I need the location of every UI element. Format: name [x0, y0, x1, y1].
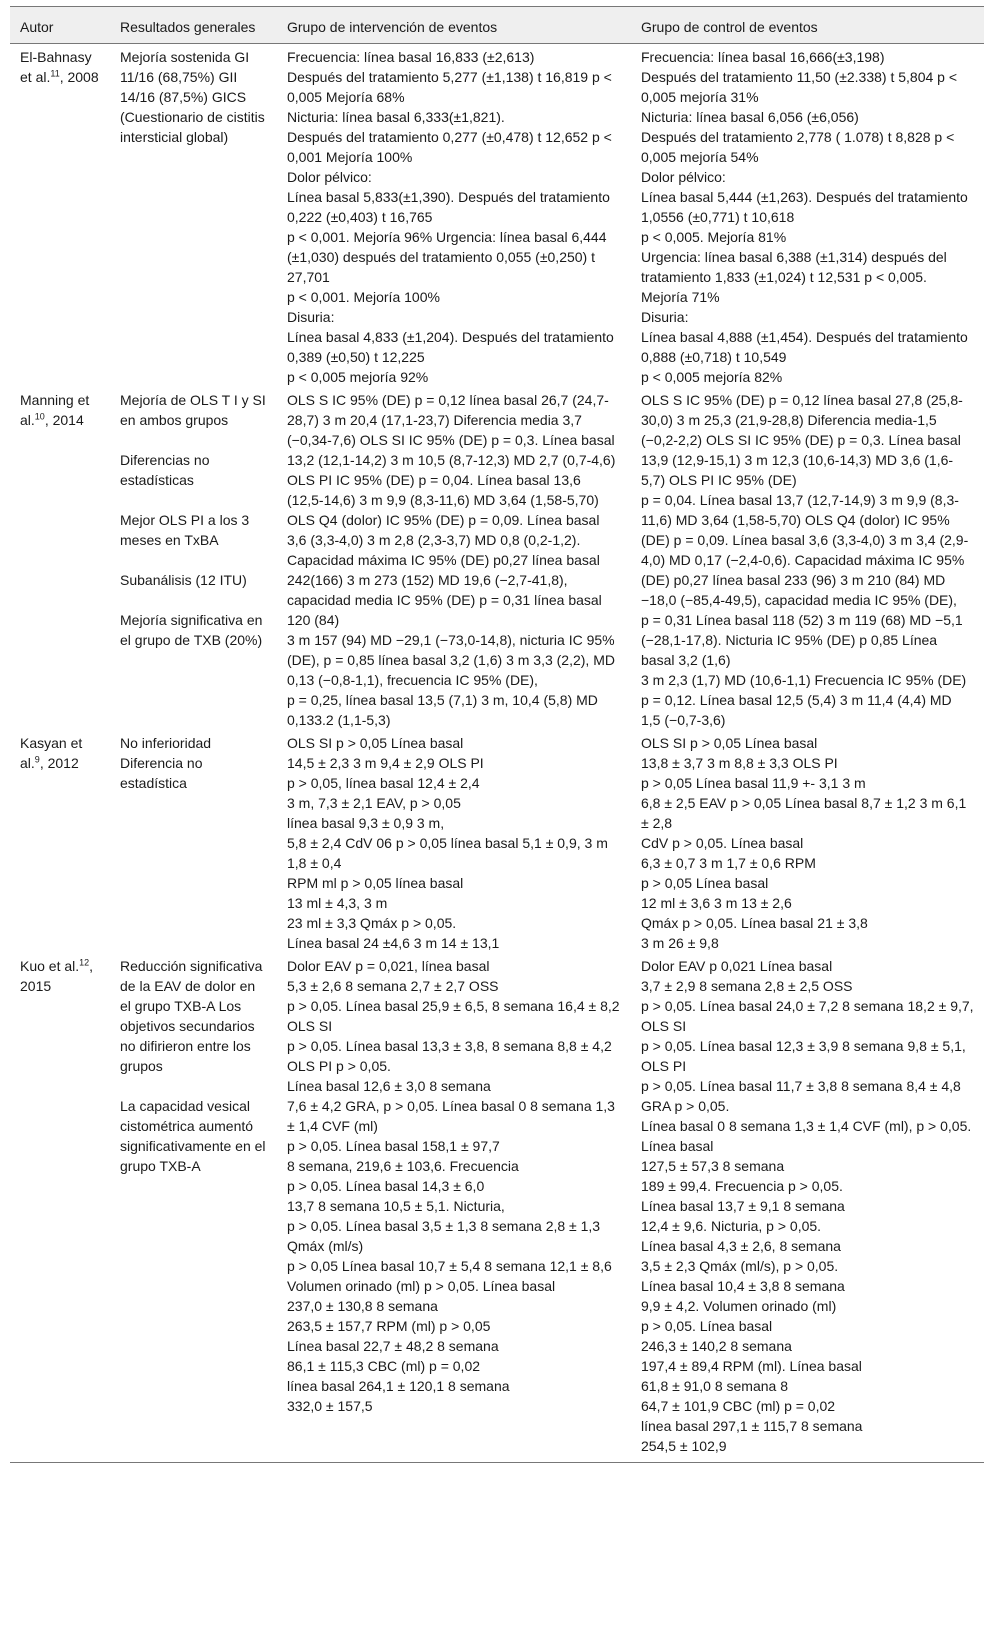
results-paragraph: Reducción significativa de la EAV de dolor en el grupo TXB-A Los objetivos secundarios no difirieron entre los grupos	[120, 958, 263, 1074]
table-row	[10, 44, 984, 388]
author-cell	[10, 953, 110, 1463]
results-paragraph: Mejoría de OLS T I y SI en ambos grupos	[120, 392, 266, 428]
control-text: Dolor EAV p 0,021 Línea basal 3,7 ± 2,9 8 semana 2,8 ± 2,5 OSS p > 0,05. Línea basal 24,0 ± 7,2 8 semana 18,2 ± 9,7, OLS SI p > 0,05. Línea basal 12,3 ± 3,9 8 semana 9,8 ± 5,1, OLS PI p > 0,05. Línea basal 11,7 ± 3,8 8 semana 8,4 ± 4,8 GRA p > 0,05. Línea basal 0 8 semana 1,3 ± 1,4 CVF (ml), p > 0,05. Línea basal 127,5 ± 57,3 8 semana 189 ± 99,4. Frecuencia p > 0,05. Línea basal 13,7 ± 9,1 8 semana 12,4 ± 9,6. Nicturia, p > 0,05. Línea basal 4,3 ± 2,6, 8 semana 3,5 ± 2,3 Qmáx (ml/s), p > 0,05. Línea basal 10,4 ± 3,8 8 semana 9,9 ± 4,2. Volumen orinado (ml) p > 0,05. Línea basal 246,3 ± 140,2 8 semana 197,4 ± 89,4 RPM (ml). Línea basal 61,8 ± 91,0 8 semana 8 64,7 ± 101,9 CBC (ml) p = 0,02 línea basal 297,1 ± 115,7 8 semana 254,5 ± 102,9	[641, 958, 974, 1454]
results-paragraph: Mejor OLS PI a los 3 meses en TxBA	[120, 512, 250, 548]
control-text: Frecuencia: línea basal 16,666(±3,198) Después del tratamiento 11,50 (±2.338) t 5,804 p < 0,005 mejoría 31% Nicturia: línea basal 6,056 (±6,056) Después del tratamiento 2,778 ( 1.078) t 8,828 p < 0,005 mejoría 54% Dolor pélvico: Línea basal 5,444 (±1,263). Después del tratamiento 1,0556 (±0,771) t 10,618 p < 0,005. Mejoría 81% Urgencia: línea basal 6,388 (±1,314) después del tratamiento 1,833 (±1,024) t 12,531 p < 0,005. Mejoría 71% Disuria: Línea basal 4,888 (±1,454). Después del tratamiento 0,888 (±0,718) t 10,549 p < 0,005 mejoría 82%	[641, 49, 968, 385]
author-ref: 9	[34, 754, 40, 765]
results-table-wrapper	[10, 6, 984, 1463]
results-paragraph: La capacidad vesical cistométrica aumentó significativamente en el grupo TXB-A	[120, 1098, 266, 1174]
author-name: El-Bahnasy et al.	[20, 49, 92, 85]
author-year: , 2012	[39, 755, 79, 771]
author-name: Manning et al.	[20, 392, 90, 428]
intervention-text: OLS SI p > 0,05 Línea basal 14,5 ± 2,3 3 m 9,4 ± 2,9 OLS PI p > 0,05, línea basal 12,4 ± 2,4 3 m, 7,3 ± 2,1 EAV, p > 0,05 línea basal 9,3 ± 0,9 3 m, 5,8 ± 2,4 CdV 06 p > 0,05 línea basal 5,1 ± 0,9, 3 m 1,8 ± 0,4 RPM ml p > 0,05 línea basal 13 ml ± 4,3, 3 m 23 ml ± 3,3 Qmáx p > 0,05. Línea basal 24 ±4,6 3 m 14 ± 13,1	[287, 735, 608, 951]
author-cell	[10, 730, 110, 953]
intervention-cell	[277, 953, 631, 1463]
author-name: Kuo et al.	[20, 958, 80, 974]
results-cell	[110, 387, 277, 730]
author-name: Kasyan et al.	[20, 735, 83, 771]
intervention-text: Dolor EAV p = 0,021, línea basal 5,3 ± 2,6 8 semana 2,7 ± 2,7 OSS p > 0,05. Línea basal 25,9 ± 6,5, 8 semana 16,4 ± 8,2 OLS SI p > 0,05. Línea basal 13,3 ± 3,8, 8 semana 8,8 ± 4,2 OLS PI p > 0,05. Línea basal 12,6 ± 3,0 8 semana 7,6 ± 4,2 GRA, p > 0,05. Línea basal 0 8 semana 1,3 ± 1,4 CVF (ml) p > 0,05. Línea basal 158,1 ± 97,7 8 semana, 219,6 ± 103,6. Frecuencia p > 0,05. Línea basal 14,3 ± 6,0 13,7 8 semana 10,5 ± 5,1. Nicturia, p > 0,05. Línea basal 3,5 ± 1,3 8 semana 2,8 ± 1,3 Qmáx (ml/s) p > 0,05 Línea basal 10,7 ± 5,4 8 semana 12,1 ± 8,6 Volumen orinado (ml) p > 0,05. Línea basal 237,0 ± 130,8 8 semana 263,5 ± 157,7 RPM (ml) p > 0,05 Línea basal 22,7 ± 48,2 8 semana 86,1 ± 115,3 CBC (ml) p = 0,02 línea basal 264,1 ± 120,1 8 semana 332,0 ± 157,5	[287, 958, 620, 1414]
control-text: OLS S IC 95% (DE) p = 0,12 línea basal 27,8 (25,8-30,0) 3 m 25,3 (21,9-28,8) Diferencia media-1,5 (−0,2-2,2) OLS SI IC 95% (DE) p = 0,3. Línea basal 13,9 (12,9-15,1) 3 m 12,3 (10,6-14,3) MD 3,6 (1,6-5,7) OLS PI IC 95% (DE) p = 0,04. Línea basal 13,7 (12,7-14,9) 3 m 9,9 (8,3-11,6) MD 3,64 (1,58-5,70) OLS Q4 (dolor) IC 95% (DE) p = 0,09. Línea basal 3,6 (3,3-4,0) 3 m 3,4 (2,9-4,0) MD 0,17 (−2,4-0,6). Capacidad máxima IC 95% (DE) p0,27 línea basal 233 (96) 3 m 210 (84) MD −18,0 (−85,4-49,5), capacidad media IC 95% (DE), p = 0,31 Línea basal 118 (52) 3 m 119 (68) MD −5,1 (−28,1-17,8). Nicturia IC 95% (DE) p 0,85 Línea basal 3,2 (1,6) 3 m 2,3 (1,7) MD (10,6-1,1) Frecuencia IC 95% (DE) p = 0,12. Línea basal 12,5 (5,4) 3 m 11,4 (4,4) MD 1,5 (−0,7-3,6)	[641, 392, 969, 728]
author-year: , 2014	[44, 412, 84, 428]
table-row	[10, 387, 984, 730]
author-ref: 11	[50, 68, 60, 79]
intervention-cell	[277, 387, 631, 730]
control-cell	[631, 44, 984, 388]
results-paragraph: Diferencias no estadísticas	[120, 452, 210, 488]
control-text: OLS SI p > 0,05 Línea basal 13,8 ± 3,7 3 m 8,8 ± 3,3 OLS PI p > 0,05 Línea basal 11,9 +- 3,1 3 m 6,8 ± 2,5 EAV p > 0,05 Línea basal 8,7 ± 1,2 3 m 6,1 ± 2,8 CdV p > 0,05. Línea basal 6,3 ± 0,7 3 m 1,7 ± 0,6 RPM p > 0,05 Línea basal 12 ml ± 3,6 3 m 13 ± 2,6 Qmáx p > 0,05. Línea basal 21 ± 3,8 3 m 26 ± 9,8	[641, 735, 967, 951]
results-paragraph: Mejoría sostenida GI 11/16 (68,75%) GII 14/16 (87,5%) GICS (Cuestionario de cistitis intersticial global)	[120, 49, 265, 145]
results-cell	[110, 953, 277, 1463]
intervention-cell	[277, 730, 631, 953]
author-ref: 10	[34, 411, 45, 422]
author-cell	[10, 44, 110, 388]
author-cell	[10, 387, 110, 730]
results-paragraph: Subanálisis (12 ITU)	[120, 572, 247, 588]
table-header	[10, 7, 984, 44]
results-paragraph: No inferioridad Diferencia no estadística	[120, 735, 212, 791]
intervention-cell	[277, 44, 631, 388]
author-year: , 2015	[20, 958, 94, 994]
intervention-text: OLS S IC 95% (DE) p = 0,12 línea basal 26,7 (24,7-28,7) 3 m 20,4 (17,1-23,7) Diferencia media 3,7 (−0,34-7,6) OLS SI IC 95% (DE) p = 0,3. Línea basal 13,2 (12,1-14,2) 3 m 10,5 (8,7-12,3) MD 2,7 (0,7-4,6) OLS PI IC 95% (DE) p = 0,04. Línea basal 13,6 (12,5-14,6) 3 m 9,9 (8,3-11,6) MD 3,64 (1,58-5,70) OLS Q4 (dolor) IC 95% (DE) p = 0,09. Línea basal 3,6 (3,3-4,0) 3 m 2,8 (2,3-3,7) MD 0,8 (0,2-1,2). Capacidad máxima IC 95% (DE) p0,27 línea basal 242(166) 3 m 273 (152) MD 19,6 (−2,7-41,8), capacidad media IC 95% (DE) p = 0,31 línea basal 120 (84) 3 m 157 (94) MD −29,1 (−73,0-14,8), nicturia IC 95% (DE), p = 0,85 línea basal 3,2 (1,6) 3 m 3,3 (2,2), MD 0,13 (−0,8-1,1), frecuencia IC 95% (DE), p = 0,25, línea basal 13,5 (7,1) 3 m, 10,4 (5,8) MD 0,133.2 (1,1-5,3)	[287, 392, 616, 728]
table-body	[10, 44, 984, 1463]
author-ref: 12	[79, 957, 90, 968]
control-cell	[631, 730, 984, 953]
header-row	[10, 7, 984, 44]
control-cell	[631, 953, 984, 1463]
header-resultados: Resultados generales	[110, 7, 277, 44]
results-paragraph: Mejoría significativa en el grupo de TXB (20%)	[120, 612, 263, 648]
results-table	[10, 6, 984, 1463]
header-control: Grupo de control de eventos	[631, 7, 984, 44]
table-row	[10, 730, 984, 953]
table-row	[10, 953, 984, 1463]
control-cell	[631, 387, 984, 730]
results-cell	[110, 44, 277, 388]
header-autor: Autor	[10, 7, 110, 44]
results-cell	[110, 730, 277, 953]
intervention-text: Frecuencia: línea basal 16,833 (±2,613) Después del tratamiento 5,277 (±1,138) t 16,819 p < 0,005 Mejoría 68% Nicturia: línea basal 6,333(±1,821). Después del tratamiento 0,277 (±0,478) t 12,652 p < 0,001 Mejoría 100% Dolor pélvico: Línea basal 5,833(±1,390). Después del tratamiento 0,222 (±0,403) t 16,765 p < 0,001. Mejoría 96% Urgencia: línea basal 6,444 (±1,030) después del tratamiento 0,055 (±0,250) t 27,701 p < 0,001. Mejoría 100% Disuria: Línea basal 4,833 (±1,204). Después del tratamiento 0,389 (±0,50) t 12,225 p < 0,005 mejoría 92%	[287, 49, 614, 385]
author-year: , 2008	[59, 69, 99, 85]
header-intervencion: Grupo de intervención de eventos	[277, 7, 631, 44]
